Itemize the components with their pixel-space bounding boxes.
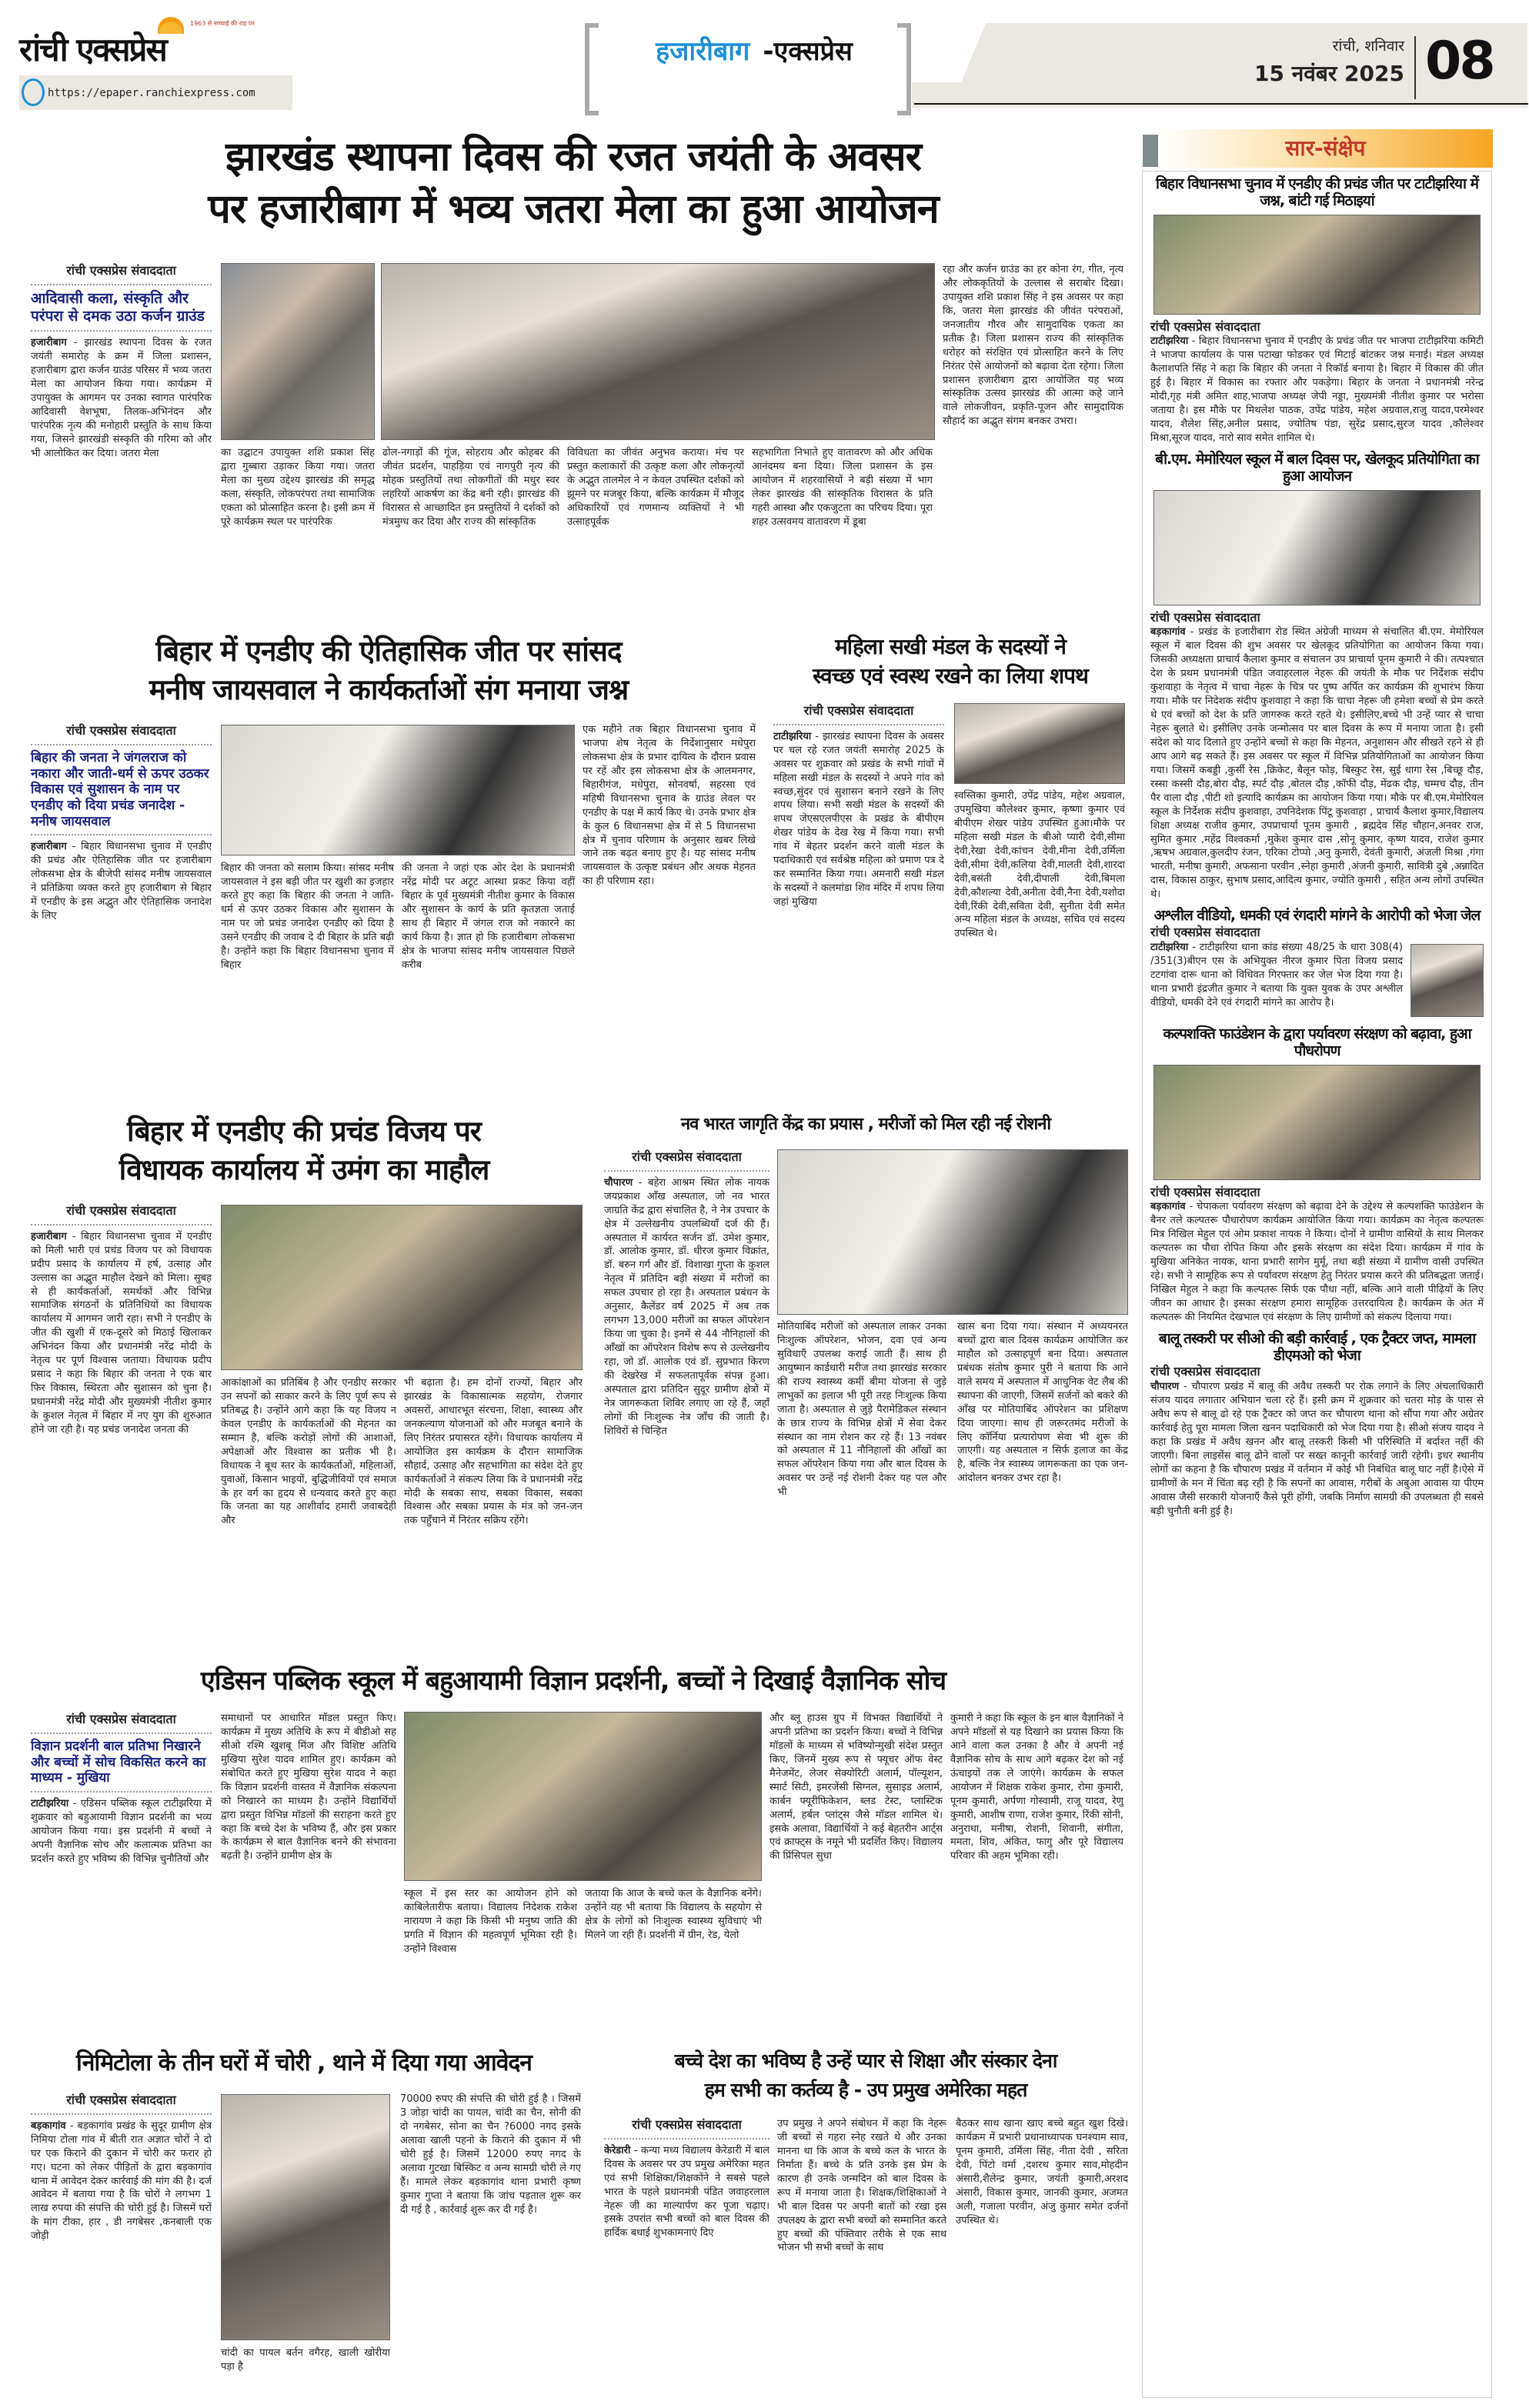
body-text: - एडिसन पब्लिक स्कूल टाटीझरिया में शुक्रवार को बहुआयामी विज्ञान प्रदर्शनी का भव्य आयोजन किया गया। इस प्रदर्शनी में बच्चों ने अपनी वैज्ञानिक सोच और कलात्मक प्रतिभा का प्रदर्शन करते हुए भविष्य की विभिन्न चुनौतियों और — [31, 1798, 212, 1865]
body-text: - चौपारण प्रखंड में बालू की अवैध तस्करी पर रोक लगाने के लिए अंचलाधिकारी संजय यादव लगातार अभियान चला रहे हैं। इसी क्रम में शुक्रवार को चतरा मोड़ के पास से अवैध रूप से बालू ढो रहे एक ट्रैक्टर को जप्त कर चौपारण थाना को सौंपा गया और अग्रेतर कार्रवाई हेतु पूरा मामला जिला खनन पदाधिकारी को भेज दिया गया है। सीओ संजय यादव ने कहा कि प्रखंड में अवैध खनन और बालू तस्करी किसी भी परिस्थिति में बर्दाश्त नहीं की जाएगी। बिना लाइसेंस बालू ढोने वालों पर सख्त कानूनी कार्रवाई जारी रहेगी। इधर स्थानीय लोगों का कहना है कि चौपारण प्रखंड में वर्तमान में कोई भी निबंधित बालू घाट नहीं है।ऐसे में ग्रामीणों के मन में चिंता बढ़ रही है कि सपनों का आवास, गरीबों के अबुआ आवास या पीएम आवास जैसी सरकारी योजनाएँ कैसे पूरी होंगी, जबकि निर्माण सामग्री की उपलब्धता ही सबसे बड़ी चुनौती बनी हुई है। — [1150, 1381, 1484, 1517]
mp-headline-line2: मनीष जायसवाल ने कार्यकर्ताओं संग मनाया जश्न — [149, 673, 629, 706]
masthead — [0, 0, 1529, 115]
dateline: बड़कागांव — [1150, 626, 1186, 639]
brief3-headline: अश्लील वीडियो, धमकी एवं रंगदारी मांगने के आरोपी को भेजा जेल — [1153, 907, 1481, 925]
byline: रांची एक्सप्रेस संवाददाता — [66, 1712, 176, 1726]
dateline: केरेडारी — [604, 2144, 631, 2156]
hospital-headline: नव भारत जागृति केंद्र का प्रयास , मरीजों को मिल रही नई रोशनी — [680, 1115, 1051, 1134]
theft-headline: निमिटोला के तीन घरों में चोरी , थाने में दिया गया आवेदन — [76, 2049, 532, 2076]
dateline: हजारीबाग — [31, 337, 67, 349]
section-name: हजारीबाग — [656, 36, 750, 67]
byline: रांची एक्सप्रेस संवाददाता — [632, 1149, 742, 1164]
science-col6: कुमारी ने कहा कि स्कूल के इन बाल वैज्ञानिकों ने अपने मॉडलों से यह दिखाने का प्रयास किया कि आने वाला कल उनका है और वे अपनी नई वैज्ञानिक सोच के साथ आगे बढ़कर देश को नई ऊंचाइयों तक ले जाएंगे। कार्यक्रम के सफल आयोजन में शिक्षक राकेश कुमार, रोमा कुमारी, पूनम कुमारी, अर्पणा गोस्वामी, राजू यादव, रेणु कुमारी, आशीष राणा, राजेश कुमार, रिंकी सोनी, अनुराधा, मनीषा, रोशनी, शिवानी, संगीता, ममता, शिव, अंकित, फागु और पूरे विद्यालय परिवार की अहम भूमिका रही। — [950, 1713, 1123, 1863]
mla-col3: भी बढ़ाता है। हम दोनों राज्यों, बिहार और झारखंड के विकासात्मक सहयोग, रोजगार अवसरों, आधारभूत संरचना, शिक्षा, स्वास्थ्य और जनकल्याण योजनाओं को और मजबूत बनाने के लिए निरंतर प्रयासरत रहेंगे। विधायक कार्यालय में आयोजित इस कार्यक्रम के दौरान सामाजिक सौहार्द, उत्साह और सहभागिता का संदेश देते हुए कार्यकर्ताओं ने संकल्प लिया कि वे प्रधानमंत्री नरेंद्र मोदी के सबका साथ, सबका विकास, सबका विश्वास और सबका प्रयास के मंत्र को जन-जन तक पहुँचाने में निरंतर सक्रिय रहेंगे। — [404, 1377, 583, 1527]
left-bracket — [585, 23, 599, 115]
science-col1 — [31, 1712, 212, 2031]
science-col5: और ब्लू हाउस ग्रुप में विभक्त विद्यार्थियों ने अपनी प्रतिभा का प्रदर्शन किया। बच्चों ने विभिन्न मॉडलों के माध्यम से भविष्योन्मुखी संदेश प्रस्तुत किए, जिनमें मुख्य रूप से फ्यूचर ऑफ वेस्ट मैनेजमेंट, लेजर सेक्योरिटी अलार्म, पॉल्यूशन, स्मार्ट सिटी, इमरजेंसी सिग्नल, सुसाइड अलार्म, कार्बन फ्यूरीफिकेशन, ब्लड टेस्ट, प्लास्टिक अलार्म, हर्बल प्लांट्स जैसे मॉडल शामिल थे। इसके अलावा, विद्यार्थियों ने कई बेहतरीन आर्ट्स एवं क्राफ्ट्स के नमूने भी प्रदर्शित किए। विद्यालय की प्रिंसिपल सुधा — [770, 1713, 943, 1863]
lead-headline-line1: झारखंड स्थापना दिवस की रजत जयंती के अवसर — [225, 134, 921, 180]
byline: रांची एक्सप्रेस संवाददाता — [1150, 319, 1260, 334]
byline: रांची एक्सप्रेस संवाददाता — [803, 703, 914, 718]
mahila-headline-line1: महिला सखी मंडल के सदस्यों ने — [835, 634, 1066, 659]
city-day: रांची, शनिवार — [1332, 38, 1404, 55]
children-col3: बैठकर साथ खाना खाए बच्चे बहुत खुश दिखे। कार्यक्रम में प्रभारी प्रधानाध्यापक घनश्याम साव, पूनम कुमारी, उर्मिला सिंह, नीता देवी , सरिता देवी, पिंटो वर्मा ,दशरथ कुमार साव,मोहदीन अंसारी,शैलेन्द्र कुमार, जयंती कुमारी,अरशद अंसारी, विकास कुमार, जानकी कुमार, अजमत अली, गजाला परवीन, अंजु कुमार समेत दर्जनों उपस्थित थे। — [956, 2118, 1128, 2226]
children-story — [600, 2046, 1131, 2400]
dateline: टाटीझरिया — [773, 730, 812, 742]
science-subhead: विज्ञान प्रदर्शनी बाल प्रतिभा निखारने और बच्चों में सोच विकसित करने का माध्यम - मुखिया — [31, 1738, 206, 1786]
dateline: हजारीबाग — [31, 1230, 67, 1242]
sidebar-banner — [1158, 129, 1493, 168]
byline: रांची एक्सप्रेस संवाददाता — [1150, 1364, 1260, 1379]
hospital-photo — [777, 1149, 1128, 1315]
theft-photo — [221, 2094, 390, 2340]
epaper-url[interactable]: https://epaper.ranchiexpress.com — [48, 87, 255, 99]
body-text: - प्रखंड के हजारीबाग रोड स्थित अंग्रेजी माध्यम से संचालित बी.एम. मेमोरियल स्कूल में बाल दिवस की शुभ अवसर पर खेलकूद प्रतियोगिता का आयोजन किया गया। जिसकी अध्यक्षता प्राचार्य कैलाश कुमार व संचालन उप प्राचार्या पूनम कुमारी ने की। तत्पश्चात देश के प्रथम प्रधानमंत्री पंडित जवाहरलाल नेहरू की जयंती के मौक पर निर्देशक संदीप कुशवाहा के नेतृत्व में चाचा नेहरू के चित्र पर पुष्प अर्पित कर कार्यक्रम की शुभारंभ किया गया। मौके पर निदेशक संदीप कुशवाहा ने कहा कि चाचा नेहरू जी हमेशा बच्चों से प्रेम करते थे एवं बच्चों को देश के प्रति जागरुक करते रहते थे। इसीलिए,बच्चे भी उन्हें प्यार से चाचा नेहरू बुलाते थे। इसीलिए उनके जन्मोत्सव पर बाल दिवस के रूप में मनाया जाता है। इसी संदेश को याद दिलाते हुए उन्होंने बच्चों से कहा कि मेहनत, अनुशासन और सीखते रहने से ही आप आगे बढ़ सकते हैं। इस अवसर पर स्कूल में विभिन्न प्रतियोगिताओं का आयोजन किया गया। जिसमें कबड्डी ,कुर्सी रेस ,क्रिकेट, बैलून फोड़, बिस्कुट रेस, सुई धागा रेस ,बिच्छू दौड़, रस्सा कस्सी दौड़,बोरा दौड़, स्पर्ट दौड़ ,बोतल दौड़ ,कॉफी दौड़, मेंढक दौड़, चम्मच दौड़, तीन पैर वाला दौड़ ,पीटी शो इत्यादि कार्यक्रम का आयोजन किया गया। मौके पर बी.एम.मेमोरियल स्कूल के निर्देशक संदीप कुशवाहा, उपनिदेशक पिंटू कुशवाहा , प्राचार्य कैलाश कुमार,विद्यालय शिक्षा अध्यक्ष राजीव कुमार, उपप्राचार्या पूनम कुमारी , ब्रह्मदेव सिंह चौहान,अनवर राज, सुमित कुमार ,महेंद्र विश्वकर्मा ,मुकेश कुमार दास ,सोनू कुमार, कृष्ण यादव, राजेश कुमार ,ऋषभ अग्रवाल,कुलदीप रंजन, एरिका टोप्पो ,अनु कुमारी, देवंती कुमारी, अंजली मिश्रा ,गंगा भारती, मनीषा कुमारी, अफसाना परवीन ,स्नेहा कुमारी ,अंजनी कुमारी, सावित्री दुबे ,अन्नादित दास, विकास ठाकुर, सुभाष प्रसाद,आदित्य कुमार, ज्योति कुमारी , सहित अन्य लोगों उपस्थित थे। — [1150, 626, 1484, 901]
section-suffix: -एक्सप्रेस — [763, 36, 853, 67]
section-title — [616, 32, 893, 68]
lead-photo-dancer — [221, 263, 375, 440]
hospital-col2: मोतियाबिंद मरीजों को अस्पताल लाकर उनका निःशुल्क ऑपरेशन, भोजन, दवा एवं अन्य सुविधाएँ उपलब्ध कराई जाती हैं। साथ ही आयुष्मान कार्डधारी मरीज तथा झारखंड सरकार की राज्य स्वास्थ्य कर्मी बीमा योजना से जुड़े लाभुकों का इलाज भी पूरी तरह निःशुल्क किया जाता है। अस्पताल से जुड़े पैरामेडिकल संस्थान के छात्र राज्य के विभिन्न क्षेत्रों में सेवा देकर संस्थान का नाम रोशन कर रहे हैं। 13 नवंबर को अस्पताल में 11 नौनिहालों की आँखों का सफल ऑपरेशन किया गया और बाल दिवस के अवसर पर उन्हें नई रोशनी देकर यह पल और भी — [777, 1321, 946, 1499]
body-text: - बिहार विधानसभा चुनाव में एनडीए के प्रचंड जीत पर भाजपा टाटीझरिया कमिटी ने भाजपा कार्यालय के पास पटाखा फोडकर एवं मिटाई बांटकर जश्न मनाई। मंडल अध्यक्ष कैलाशपति सिंह ने कहा कि बिहार की जनता ने रिकॉर्ड बनाया है। बिहार में विकास की जीत हुई है। बिहार में विकास का रफ्तार और पकड़ेगा। बिहार के जनता ने प्रधानमंत्री नरेन्द्र मोदी,गृह मंत्री अमित शाह,भाजपा अध्यक्ष जेपी नड्डा, मुख्यमंत्री नीतीश कुमार पर भरोसा जताया है। इस मौके पर मिथलेश पाठक, उपेंद्र पांडेय, महेश अग्रवाल,राजु यादव,परमेश्वर यादव, शैलेश सिंह,अनील प्रसाद, ज्योतिष पंडा, सुरेंद्र प्रसाद,सुरज यादव ,कौलेश्वर मिश्रा,सूरज यादव, नारो साव समेत शामिल थे। — [1150, 335, 1484, 445]
theft-story — [19, 2046, 589, 2400]
dateline: चौपारण — [1150, 1381, 1180, 1393]
children-col2: उप प्रमुख ने अपने संबोधन में कहा कि नेहरू जी बच्चों से गहरा स्नेह रखते थे और उनका मानना था कि आज के बच्चे कल के भारत के निर्माता हैं। बच्चे के प्रति उनके इस प्रेम के कारण ही उनके जन्मदिन को बाल दिवस के रूप में मनाया जाता है। शिक्षक/शिक्षिकाओं ने भी बाल दिवस पर अपनी बातों को रखा इस उपलक्ष्य के द्वारा सभी बच्चों को सम्मानित करते हुए बच्चों की पंक्तिवार तरीके से एक साथ भोजन भी सभी बच्चों के साथ — [777, 2118, 946, 2254]
body-text: - बड़कागांव प्रखंड के सुदूर ग्रामीण क्षेत्र निमिया टोला गांव में बीती रात अज्ञात चोरों ने दो घर एक किराने की दुकान में चोरी कर फरार हो गए। घटना को लेकर पीड़ितों के द्वारा बड़कागांव थाना में आवेदन देकर कार्रवाई की मांग की है। दर्ज आवेदन में बताया गया है कि चोरों ने लगभग 1 लाख रुपया की संपत्ति की चोरी हुई है। जिसमें घरों के मांग टीका, हार , डी नगबेसर ,कनबाली एक जोड़ी — [31, 2120, 212, 2243]
body-text: - बहेरा आश्रम स्थित लोक नायक जयप्रकाश आँख अस्पताल, जो नव भारत जाग्रति केंद्र द्वारा संचालित है, ने नेत्र उपचार के क्षेत्र में उल्लेखनीय उपलब्धियाँ दर्ज की हैं। अस्पताल में कार्यरत सर्जन डॉ. उमेश कुमार, डॉ. आलोक कुमार, डॉ. धीरज कुमार विक्रांत, डॉ. बरुन गर्ग और डॉ. विशाखा गुप्ता के कुशल नेतृत्व में प्रतिदिन बड़ी संख्या में मरीजों का सफल उपचार हो रहा है। अस्पताल प्रबंधन के अनुसार, कैलेंडर वर्ष 2025 में अब तक लगभग 13,000 मरीजों का सफल ऑपरेशन किया जा चुका है। इनमें से 44 नौनिहालों की आँखों का ऑपरेशन विशेष रूप से उल्लेखनीय रहा, जो डॉ. आलोक एवं डॉ. सुप्रभात किरण की देखरेख में सफलतापूर्वक संपन्न हुआ।अस्पताल द्वारा प्रतिदिन सुदूर ग्रामीण क्षेत्रों में नेत्र जागरूकता शिविर लगाए जा रहे हैं, जहाँ लोगों की निःशुल्क नेत्र जाँच की जाती है। शिविरों से चिन्हित — [604, 1176, 770, 1437]
dateline: बड़कागांव — [1150, 1201, 1186, 1213]
mp-col4: एक महीने तक बिहार विधानसभा चुनाव में भाजपा शेष नेतृत्व के निर्देशानुसार मधेपुरा लोकसभा क्षेत्र के प्रभार दायित्व के दौरान प्रवास पर रहें और इस लोकसभा क्षेत्र के आलमनगर, बिहारीगंज, मधेपुरा, सोनवर्षा, सहरसा एवं महिषी विधानसभा चुनाव के ग्राउंड लेवल पर एनडीए के पक्ष में कार्य किए थे। उनके प्रभार क्षेत्र के कुल 6 विधानसभा क्षेत्र में से 5 विधानसभा क्षेत्र में चुनाव परिणाम के अनुसार खबर लिखे जाने तक बढ़त बनाए हुए है। यह सांसद मनीष जायसवाल के उत्कृष्ट प्रबंधन और अथक मेहनत का ही परिणाम रहा। — [583, 724, 756, 888]
theft-photo-caption: चांदी का पायल बर्तन वगैरह, खाली खोरीया पड़ा है — [221, 2347, 390, 2373]
date-divider — [1414, 36, 1416, 99]
byline: रांची एक्सप्रेस संवाददाता — [66, 263, 176, 278]
brief2-headline: बी.एम. मेमोरियल स्कूल में बाल दिवस पर, खेलकूद प्रतियोगिता का हुआ आयोजन — [1155, 450, 1479, 485]
brief4-headline: कल्पशक्ति फाउंडेशन के द्वारा पर्यावरण संरक्षण को बढ़ावा, हुआ पौधरोपण — [1163, 1025, 1471, 1059]
byline: रांची एक्सप्रेस संवाददाता — [632, 2117, 742, 2132]
right-bracket — [897, 23, 911, 115]
children-headline-line2: हम सभी का कर्तव्य है - उप प्रमुख अमेरिका महत — [704, 2079, 1027, 2101]
lead-subhead: आदिवासी कला, संस्कृति और परंपरा से दमक उठा कर्जन ग्राउंड — [31, 289, 205, 325]
mla-photo — [221, 1205, 583, 1370]
science-photo — [404, 1712, 762, 1881]
byline: रांची एक्सप्रेस संवाददाता — [66, 1203, 176, 1218]
body-text: - टाटीझरिया थाना कांड संख्या 48/25 के धारा 308(4) /351(3)बीएन एस के अभियुक्त नीरज कुमार पिता विजय प्रसाद टटगांवा दारू थाना को विधिवत गिरफ्तार कर जेल भेज दिया गया है। थाना प्रभारी इंद्रजीत कुमार ने बताया कि युक्त युवक के उपर अश्लील वीडियो, धमकी देने एवं रंगदारी मांगने का आरोप है। — [1150, 941, 1403, 1009]
children-headline-line1: बच्चे देश का भविष्य है उन्हें प्यार से शिक्षा और संस्कार देना — [674, 2049, 1057, 2072]
hospital-col1 — [604, 1149, 770, 1648]
sidebar-tab-marker — [1143, 135, 1158, 167]
brief1-headline: बिहार विधानसभा चुनाव में एनडीए की प्रचंड जीत पर टाटीझरिया में जश्न, बांटी गई मिठाइयां — [1156, 175, 1478, 209]
science-col4: जताया कि आज के बच्चे कल के वैज्ञानिक बनेंगे। उन्होंने यह भी बताया कि विद्यालय के सहयोग से क्षेत्र के लोगों को निःशुल्क स्वास्थ्य सुविधाएं भी मिलने जा रही हैं। प्रदर्शनी में ग्रीन, रेड, येलो — [585, 1888, 762, 1941]
byline: रांची एक्सप्रेस संवाददाता — [66, 723, 176, 738]
dateline: बड़कागांव — [31, 2120, 66, 2132]
mp-photo — [221, 725, 575, 855]
mp-col2: बिहार की जनता को सलाम किया। सांसद मनीष जायसवाल ने इस बड़ी जीत पर खुशी का इजहार करते हुए कहा कि बिहार की जनता ने जाति- धर्म से ऊपर उठकर विकास और सुशासन के नाम पर जो प्रचंड जनादेश एनडीए को दिया है उसने एनडीए की जवाब दे दी बिहार के प्रति बढ़ी है। उन्होंने कहा कि बिहार विधानसभा चुनाव में बिहार — [221, 862, 394, 971]
mahila-headline — [770, 632, 1131, 691]
mahila-col2: स्वस्तिका कुमारी, उपेंद्र पांडेय, महेश अग्रवाल, उपमुखिया कौलेश्वर कुमार, कृष्णा कुमार एवं बीपीएम शेखर पांडेय उपस्थित हुआ।मौके पर महिला सखी मंडल के बीओ प्यारी देवी,सीमा देवी,रेखा देवी,कांचन देवी,मीना देवी,उर्मिला देवी,सीमा देवी,कलिया देवी,मालती देवी,शारदा देवी,बसंती देवी,दीपाली देवी,बिमला देवी,कौशल्या देवी,अनीता देवी,नैना देवी,यशोदा देवी,रिंकी देवी,सविता देवी, सुनीता देवी समेत अन्य महिला मंडल के अध्यक्ष, सचिव एवं सदस्य उपस्थित थे। — [954, 790, 1125, 940]
children-col1 — [604, 2117, 770, 2396]
dateline: हजारीबाग — [31, 841, 67, 853]
mp-headline — [19, 632, 758, 709]
logo-text: रांची एक्सप्रेस — [19, 31, 166, 68]
mla-col2: आकांक्षाओं का प्रतिबिंब है और एनडीए सरकार उन सपनों को साकार करने के लिए पूर्ण रूप से प्रतिबद्ध है। उन्होंने आगे कहा कि यह विजय न केवल एनडीए के कार्यकर्ताओं की मेहनत का सम्मान है, बल्कि करोड़ों लोगों की आशाओं, अपेक्षाओं और विश्वास का प्रतीक भी है। विधायक ने बूथ स्तर के कार्यकर्ताओं, महिलाओं, युवाओं, किसान भाइयों, बुद्धिजीवियों एवं समाज के हर वर्ग का हृदय से धन्यवाद करते हुए कहा कि जनता का यह आशीर्वाद हमारी जवाबदेही और — [221, 1377, 396, 1527]
mahila-photo — [954, 703, 1125, 784]
body-text: - झारखंड स्थापना दिवस के रजत जयंती समारोह के क्रम में जिला प्रशासन, हजारीबाग द्वारा कर्जन ग्राउंड परिसर में भव्य जतरा मेला का आयोजन किया गया। कार्यक्रम में उपायुक्त के आगमन पर उनका स्वागत पारंपरिक आदिवासी वेशभूषा, तिलक-अभिनंदन और पारंपरिक नृत्य की मनोहारी प्रस्तुति के साथ किया गया, जिसने झारखंडी संस्कृति की गरिमा को और भी आलोकित कर दिया। जतरा मेला — [31, 337, 212, 459]
hospital-col3: खास बना दिया गया। संस्थान में अध्ययनरत बच्चों द्वारा बाल दिवस कार्यक्रम आयोजित कर माहौल को उत्साहपूर्ण बना दिया। अस्पताल प्रबंधक संतोष कुमार पुरी ने बताया कि आने वाले समय में अस्पताल में आधुनिक वेट लैब की स्थापना की जाएगी, जिसमें सर्जनों को बकरे की आँख पर मोतियाबिंद ऑपरेशन का प्रशिक्षण दिया जाएगा। साथ ही जरूरतमंद मरीजों के लिए कॉर्निया प्रत्यारोपण सेवा भी शुरू की जाएगी। यह अस्पताल न सिर्फ इलाज का केंद्र है, बल्कि नेत्र स्वास्थ्य जागरूकता का एक जन-आंदोलन बनकर उभर रहा है। — [957, 1321, 1128, 1485]
date-underline — [914, 103, 1528, 105]
mp-col3: की जनता ने जहां एक ओर देश के प्रधानमंत्री नरेंद्र मोदी पर अटूट आस्था प्रकट किया वहीं बिहार के पूर्व मुख्यमंत्री नीतीश कुमार के विकास और सुशासन के कार्य के प्रति कृतज्ञता जताई साथ ही बिहार में जंगल राज को नकारने का कार्य किया है। ज्ञात हो कि हजारीबाग लोकसभा क्षेत्र के भाजपा सांसद मनीष जायसवाल पिछले करीब — [402, 862, 575, 971]
brief5-headline: बालू तस्करी पर सीओ की बड़ी कार्रवाई , एक ट्रैक्टर जप्त, मामला डीएमओ को भेजा — [1158, 1329, 1476, 1364]
mahila-col1 — [773, 703, 944, 1099]
logo — [19, 17, 312, 71]
lead-photo-group — [381, 263, 935, 440]
byline: रांची एक्सप्रेस संवाददाता — [1150, 1184, 1260, 1199]
mahila-story — [770, 632, 1131, 1103]
mla-headline-line2: विधायक कार्यालय में उमंग का माहौल — [119, 1153, 489, 1186]
hospital-story — [600, 1112, 1131, 1651]
brief4-photo — [1153, 1065, 1481, 1180]
dateline: टाटीझरिया — [31, 1798, 69, 1809]
body-text: - झारखंड स्थापना दिवस के अवसर पर चल रहे रजत जयंती समारोह 2025 के अवसर पर शुक्रवार को प्रखंड के सभी गांवों में महिला सखी मंडल के सदस्यों ने अपने गांव को स्वच्छ,सुंदर एवं सुशासन बनाने रखने के लिए शपथ लिया। सभी सखी मंडल के सदस्यों की शपथ जेएसएलपीएस के प्रखंड के बीपीएम शेखर पांडेय के देख रेख में किया गया। सभी गांव में बेहतर प्रदर्शन करने वाली मंडल के पदाधिकारी एवं सर्वश्रेष्ठ महिला को प्रमाण पत्र दे कर सम्मानित किया गया। अमनारी सखी मंडल के सदस्यों ने कलमांडा शिव मंदिर में शपथ लिया जहां मुखिया — [773, 730, 944, 909]
brief3-accused-photo — [1410, 944, 1484, 1017]
body-text: - चेपाकला पर्यावरण संरक्षण को बढ़ावा देने के उद्देश्य से कल्पशक्ति फाउंडेशन के बैनर तले कल्पतरू पौधारोपण कार्यक्रम आयोजित किया गया। कार्यक्रम का नेतृत्व कल्पतरू मित्र निखिल मेहुल एवं ओम प्रकाश नायक ने किया। दोनों ने ग्रामीण वासियों के साथ मिलकर कल्पतरू का पौधा रोपित किया और इसके संरक्षण का संदेश दिया। कार्यक्रम में गांव के मुखिया अनिकेत नायक, थाना प्रभारी सागेन मुर्मू, तथा बड़ी संख्या में ग्रामीण वासी उपस्थित रहे। सभी ने सामूहिक रूप से पर्यावरण संरक्षण हेतु निरंतर प्रयास करने की प्रतिबद्धता जताई। निखिल मेहुल ने कहा कि कल्पतरू सिर्फ एक पौधा नहीं, बल्कि आने वाली पीढ़ियों के लिए जीवन का आधार है। इसका संरक्षण हमारा सामूहिक उत्तरदायित्व है। कार्यक्रम के अंत में कल्पतरू की नियमित देखभाल एवं संरक्षण के लिए ग्रामीणों को संकल्प दिलाया गया। — [1150, 1201, 1484, 1323]
lead-col2: का उद्घाटन उपायुक्त शशि प्रकाश सिंह द्वारा गुब्बारा उड़ाकर किया गया। जतरा मेला का मुख्य उद्देश्य झारखंड की समृद्ध कला, संस्कृति, लोकपरंपरा तथा सामाजिक एकता को प्रोत्साहित करना है। इसी क्रम में पूरे कार्यक्रम स्थल पर पारंपरिक — [221, 447, 375, 528]
mp-story — [19, 632, 758, 1103]
issue-date: 15 नवंबर 2025 — [1254, 61, 1404, 86]
body-text: - बिहार विधानसभा चुनाव में एनडीए की प्रचंड और ऐतिहासिक जीत पर हजारीबाग लोकसभा क्षेत्र के बीजेपी सांसद मनीष जायसवाल ने प्रतिक्रिया व्यक्त करते हुए हजारीबाग से बिहार में एनडीए के इस अद्भुत और ऐतिहासिक जनादेश के लिए — [31, 841, 212, 922]
lead-col4: विविधता का जीवंत अनुभव कराया। मंच पर प्रस्तुत कलाकारों की उत्कृष्ट कला और लोकनृत्यों के अद्भुत तालमेल ने न केवल उपस्थित दर्शकों को झूमने पर मजबूर किया, बल्कि कार्यक्रम में मौजूद अधिकारियों एवं गणमान्य व्यक्तियों ने भी उत्साहपूर्वक — [567, 447, 744, 528]
hand-pointer-icon — [22, 78, 45, 106]
dateline: टाटीझरिया — [1150, 335, 1189, 348]
lead-col3: ढोल-नगाड़ों की गूंज, सोहराय और कोहबर की जीवंत प्रदर्शन, पाहड़िया एवं नागपुरी नृत्य की मोहक प्रस्तुतियों तथा लोकगीतों की मधुर स्वर लहरियों आकर्षण का केंद्र बनी रही। झारखंड की विरासत से आच्छादित इन प्रस्तुतियों ने दर्शकों को मंत्रमुग्ध कर दिया और राज्य की सांस्कृतिक — [382, 447, 559, 528]
byline: रांची एक्सप्रेस संवाददाता — [1150, 609, 1260, 625]
lead-col5: सहभागिता निभाते हुए वातावरण को और अधिक आनंदमय बना दिया। जिला प्रशासन के इस आयोजन में शहरवासियों ने बड़ी संख्या में भाग लेकर झारखंड की सांस्कृतिक विरासत के प्रति गहरी आस्था और एकजुटता का परिचय दिया। पूरा शहर उत्सवमय वातावरण में डूबा — [752, 447, 933, 528]
logo-tagline: 1963 से सच्चाई की राह पर — [190, 20, 255, 27]
dateline: चौपारण — [604, 1176, 633, 1189]
mp-headline-line1: बिहार में एनडीए की ऐतिहासिक जीत पर सांसद — [155, 635, 622, 668]
body-text: - बिहार विधानसभा चुनाव में एनडीए को मिली भारी एवं प्रचंड विजय पर को विधायक प्रदीप प्रसाद के कार्यालय में हर्ष, उत्साह और उल्लास का अद्भुत माहौल देखने को मिला। सुबह से ही कार्यकर्ताओं, समर्थकों और विभिन्न सामाजिक संगठनों के प्रतिनिधियों का विधायक कार्यालय में आगमन जारी रहा। सभी ने एनडीए के जीत की खुशी में एक-दूसरे को मिठाई खिलाकर अभिनंदन किया और प्रधानमंत्री नरेंद्र मोदी के नेतृत्व पर पूर्ण विश्वास जताया। विधायक प्रदीप प्रसाद ने कहा कि बिहार की जनता ने एक बार फिर विकास, स्थिरता और सुशासन को चुना है। प्रधानमंत्री नरेंद्र मोदी और मुख्यमंत्री नीतीश कुमार के कुशल नेतृत्व में बिहार में नए युग की शुरुआत होने जा रही है। यह प्रचंड जनादेश जनता की — [31, 1230, 212, 1436]
sidebar-banner-text: सार-संक्षेप — [1285, 135, 1366, 161]
lead-col6: रहा और कर्जन ग्राउंड का हर कोना रंग, गीत, नृत्य और लोककृतियों के उल्लास से सराबोर दिखा। उपायुक्त शशि प्रकाश सिंह ने इस अवसर पर कहा कि, जतरा मेला झारखंड की जीवंत परंपराओं, जनजातीय गौरव और सामुदायिक एकता का प्रतीक है। जिला प्रशासन राज्य की सांस्कृतिक धरोहर को संरक्षित एवं प्रोत्साहित करने के लिए निरंतर ऐसे आयोजनों को बढ़ावा देता रहेगा। जिला प्रशासन हजारीबाग द्वारा आयोजित यह भव्य सांस्कृतिक उत्सव झारखंड की आत्मा कहे जाने वाले लोकजीवन, प्रकृति-पूजन और सामुदायिक सौहार्द का अद्भुत संगम बनकर उभरा। — [943, 264, 1123, 428]
lead-headline-line2: पर हजारीबाग में भव्य जतरा मेला का हुआ आयोजन — [208, 186, 939, 232]
sidebar — [1142, 171, 1492, 2398]
mla-col1 — [31, 1203, 212, 1648]
byline: रांची एक्सप्रेस संवाददाता — [1150, 925, 1260, 940]
brief2-photo — [1153, 490, 1481, 605]
mp-col1 — [31, 723, 212, 1100]
byline: रांची एक्सप्रेस संवाददाता — [66, 2093, 176, 2107]
brief1-photo — [1153, 215, 1481, 315]
dateline: टाटीझरिया — [1150, 941, 1189, 953]
page-number: 08 — [1425, 31, 1494, 92]
lead-headline — [19, 131, 1127, 235]
children-headline — [600, 2046, 1131, 2105]
lead-story — [19, 131, 1127, 623]
theft-col1 — [31, 2093, 212, 2396]
mla-story — [19, 1112, 589, 1651]
body-text: - कन्या मध्य विद्यालय केरेडारी में बाल दिवस के अवसर पर उप प्रमुख अमेरिका महत एवं सभी शिक्षिका/शिक्षकोंने ने सबसे पहले भारत के पहले प्रधानमंत्री पंडित जवाहरलाल नेहरू जी का माल्यार्पण कर पूजा चढ़ाए। इसके उपरांत सभी बच्चों को बाल दिवस की हार्दिक बधाई शुभकामनाएं दिए — [604, 2144, 770, 2240]
science-headline: एडिसन पब्लिक स्कूल में बहुआयामी विज्ञान प्रदर्शनी, बच्चों ने दिखाई वैज्ञानिक सोच — [200, 1666, 946, 1696]
mla-headline — [19, 1112, 589, 1189]
mahila-headline-line2: स्वच्छ एवं स्वस्थ रखने का लिया शपथ — [813, 663, 1088, 689]
science-col3: स्कूल में इस स्तर का आयोजन होने को काबिलेतारीफ बताया। विद्यालय निदेशक राकेश नारायण ने कहा कि किसी भी मनुष्य जाति की प्रगति में विज्ञान की महत्वपूर्ण भूमिका रही है। उन्होंने विश्वास — [404, 1888, 577, 1955]
science-story — [19, 1662, 1127, 2035]
mla-headline-line1: बिहार में एनडीए की प्रचंड विजय पर — [127, 1115, 481, 1148]
lead-col1 — [31, 263, 212, 619]
mp-subhead: बिहार की जनता ने जंगलराज को नकारा और जाती-धर्म से ऊपर उठकर विकास एवं सुशासन के नाम पर एनडीए को दिया प्रचंड जनादेश - मनीष जायसवाल — [31, 749, 209, 829]
theft-col2: 70000 रुपए की संपत्ति की चोरी हुई है । जिसमें 3 जोड़ा चांदी का पायल, चांदी का चैन, सोनी की दो नगबेसर, सोना का चैन ?6000 नगद इसके अलावा खाली पहनो के किराने की दुकान में भी चोरी हुई है। जिसमें 12000 रुपए नगद के अलावा गुटखा बिस्किट व अन्य सामग्री चोरी ले गए हैं। मामले लेकर बड़कागांव थाना प्रभारी कृष्ण कुमार गुप्ता ने बताया कि जांच पड़ताल शुरू कर दी गई है , कार्रवाई शुरू कर दी गई है। — [400, 2093, 581, 2216]
science-col2: समाधानों पर आधारित मॉडल प्रस्तुत किए। कार्यक्रम में मुख्य अतिथि के रूप में बीडीओ सह सीओ रश्मि खुशबू मिंज और विशिष्ट अतिथि मुखिया सुरेश यादव शामिल हुए। कार्यक्रम को संबोधित करते हुए मुखिया सुरेश यादव ने कहा कि विज्ञान प्रदर्शनी वास्तव में वैज्ञानिक संकल्पना को निखारने का माध्यम है। उन्होंने विद्यार्थियों द्वारा प्रस्तुत विभिन्न मॉडलों की सराहना करते हुए कहा कि बच्चे देश के भविष्य हैं, और इस प्रकार के कार्यक्रम से बाल वैज्ञानिक बनने की संभावना बढ़ती है। उन्होंने ग्रामीण क्षेत्र के — [221, 1713, 396, 1863]
